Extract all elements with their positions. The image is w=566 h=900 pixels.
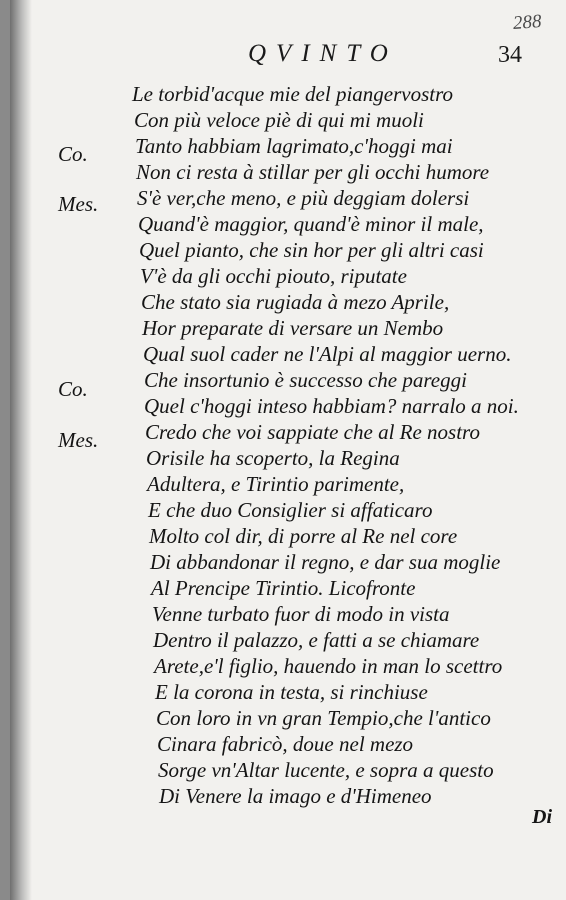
verse-line: E che duo Consiglier si affaticaro [148, 498, 433, 522]
book-page [10, 0, 566, 900]
verse-line: Cinara fabricò, doue nel mezo [157, 732, 414, 756]
verse-line: Molto col dir, di porre al Re nel core [149, 524, 458, 548]
verse-line: Quel c'hoggi inteso habbiam? narralo a noi. [144, 394, 519, 418]
verse-line: Credo che voi sappiate che al Re nostro [145, 420, 480, 444]
verse-line: Che insortunio è successo che pareggi [144, 368, 467, 392]
verse-line: Le torbid'acque mie del piangervostro [132, 82, 453, 106]
verse-line: Quand'è maggior, quand'è minor il male, [138, 212, 484, 236]
verse-line: Sorge vn'Altar lucente, e sopra a questo [158, 758, 494, 782]
verse-line: V'è da gli occhi piouto, riputate [140, 264, 407, 288]
verse-line: E la corona in testa, si rinchiuse [155, 680, 428, 704]
running-header: QVINTO [248, 40, 398, 67]
verse-line: Che stato sia rugiada à mezo Aprile, [141, 290, 450, 314]
verse-line: Di abbandonar il regno, e dar sua moglie [150, 550, 501, 574]
verse-line: Non ci resta à stillar per gli occhi humore [136, 160, 490, 184]
page-number: 34 [498, 42, 522, 68]
verse-line: Di Venere la imago e d'Himeneo [159, 784, 432, 808]
page-gutter-shadow [10, 0, 32, 900]
verse-line: Dentro il palazzo, e fatti a se chiamare [153, 628, 480, 652]
manuscript-page-number: 288 [512, 11, 543, 34]
verse-line: Tanto habbiam lagrimato,c'hoggi mai [135, 134, 453, 158]
speaker-label: Mes. [58, 428, 99, 452]
verse-line: Con più veloce piè di qui mi muoli [134, 108, 424, 132]
verse-line: Con loro in vn gran Tempio,che l'antico [156, 706, 491, 730]
verse-line: Al Prencipe Tirintio. Licofronte [151, 576, 416, 600]
verse-line: Adultera, e Tirintio parimente, [147, 472, 405, 496]
verse-line: Qual suol cader ne l'Alpi al maggior uerno. [143, 342, 512, 366]
speaker-label: Co. [58, 142, 88, 166]
verse-line: Quel pianto, che sin hor per gli altri casi [139, 238, 484, 262]
verse-line: Orisile ha scoperto, la Regina [146, 446, 400, 470]
verse-line: Venne turbato fuor di modo in vista [152, 602, 450, 626]
verse-line: Hor preparate di versare un Nembo [142, 316, 444, 340]
verse-line: S'è ver,che meno, e più deggiam dolersi [137, 186, 470, 210]
speaker-label: Co. [58, 377, 88, 401]
speaker-label: Mes. [58, 192, 99, 216]
catchword: Di [532, 806, 552, 828]
verse-line: Arete,e'l figlio, hauendo in man lo scettro [154, 654, 503, 678]
